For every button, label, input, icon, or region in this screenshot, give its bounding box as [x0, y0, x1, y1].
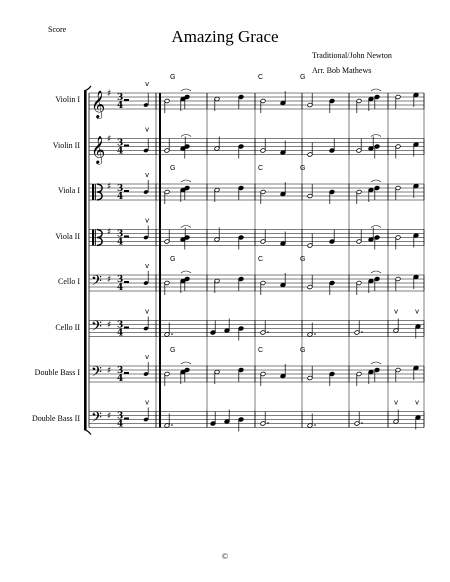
time-signature-top: 3: [117, 184, 124, 194]
sharp-icon: ♯: [107, 275, 112, 285]
sharp-icon: ♯: [107, 89, 112, 99]
instrument-label: Cello II: [55, 322, 80, 332]
time-signature-bottom: 4: [117, 419, 124, 430]
time-signature-bottom: 4: [117, 146, 124, 157]
slur: [371, 180, 381, 182]
time-signature-top: 3: [117, 93, 124, 103]
treble-clef-icon: 𝄞: [91, 90, 106, 118]
slur: [181, 226, 191, 228]
slur: [181, 271, 191, 273]
arranger-credit: Arr. Bob Mathews: [312, 66, 372, 75]
time-signature-bottom: 4: [117, 237, 124, 248]
up-bow-mark: v: [145, 171, 150, 179]
instrument-label: Viola II: [55, 231, 80, 241]
sharp-icon: ♯: [107, 227, 112, 238]
up-bow-mark: v: [145, 262, 150, 270]
time-signature-top: 3: [117, 229, 124, 240]
slur: [181, 135, 191, 137]
chord-symbol: C: [258, 165, 264, 172]
instrument-label: Violin I: [55, 95, 80, 104]
sharp-icon: ♯: [107, 182, 112, 192]
up-bow-mark: v: [145, 353, 150, 361]
chord-symbol: G: [170, 74, 176, 81]
slur: [181, 180, 191, 182]
system-bracket: [84, 430, 91, 435]
chord-symbol: G: [300, 256, 306, 263]
half-rest-icon: [124, 145, 129, 147]
slur: [181, 89, 191, 91]
bass-clef-icon: 𝄢: [91, 364, 102, 384]
chord-symbol: G: [170, 347, 176, 354]
chord-symbol: G: [170, 165, 176, 172]
note-dot: [171, 424, 173, 426]
up-bow-mark: v: [394, 307, 399, 316]
bass-clef-icon: 𝄢: [91, 409, 102, 430]
chord-symbol: C: [258, 256, 264, 263]
half-rest-icon: [124, 236, 129, 238]
instrument-label: Double Bass II: [32, 413, 80, 423]
half-rest-icon: [124, 327, 129, 329]
sharp-icon: ♯: [107, 366, 112, 376]
treble-clef-icon: 𝄞: [91, 135, 106, 164]
half-rest-icon: [124, 372, 129, 374]
half-rest-icon: [124, 190, 129, 192]
up-bow-mark: v: [145, 398, 150, 407]
alto-clef-icon: [95, 230, 96, 246]
time-signature-top: 3: [117, 411, 124, 422]
instrument-label: Cello I: [58, 277, 80, 286]
slur: [371, 271, 381, 273]
system-bracket: [84, 91, 87, 430]
note-dot: [314, 333, 316, 335]
up-bow-mark: v: [145, 307, 150, 316]
sharp-icon: ♯: [107, 320, 112, 331]
chord-symbol: G: [300, 165, 306, 172]
slur: [371, 226, 381, 228]
half-rest-icon: [124, 418, 129, 420]
half-rest-icon: [124, 99, 129, 101]
sharp-icon: ♯: [107, 134, 112, 145]
time-signature-top: 3: [117, 138, 124, 149]
slur: [181, 362, 191, 364]
up-bow-mark: v: [145, 125, 150, 134]
instrument-label: Double Bass I: [34, 368, 80, 377]
alto-clef-icon: [95, 184, 96, 200]
up-bow-mark: v: [394, 398, 399, 407]
up-bow-mark: v: [145, 80, 150, 88]
half-rest-icon: [124, 281, 129, 283]
note-dot: [267, 422, 269, 424]
instrument-label: Violin II: [52, 140, 80, 150]
system-bracket: [84, 86, 91, 91]
chord-symbol: G: [300, 347, 306, 354]
note-dot: [314, 424, 316, 426]
slur: [371, 89, 381, 91]
time-signature-bottom: 4: [117, 374, 124, 384]
alto-clef-icon: [92, 230, 94, 246]
instrument-label: Viola I: [58, 186, 80, 195]
score-label: Score: [48, 25, 67, 34]
time-signature-bottom: 4: [117, 328, 124, 339]
bass-clef-icon: 𝄢: [91, 318, 102, 339]
time-signature-top: 3: [117, 366, 124, 376]
alto-clef-icon: [92, 184, 94, 200]
note-dot: [361, 331, 363, 333]
bass-clef-icon: 𝄢: [91, 273, 102, 293]
slur: [371, 362, 381, 364]
up-bow-mark: v: [145, 216, 150, 225]
chord-symbol: C: [258, 347, 264, 354]
chord-symbol: G: [170, 256, 176, 263]
chord-symbol: C: [258, 74, 264, 81]
sharp-icon: ♯: [107, 411, 112, 422]
note-dot: [361, 422, 363, 424]
copyright-symbol: ©: [221, 552, 229, 561]
time-signature-bottom: 4: [117, 192, 124, 202]
time-signature-bottom: 4: [117, 283, 124, 293]
slur: [371, 135, 381, 137]
chord-symbol: G: [300, 74, 306, 81]
up-bow-mark: v: [415, 398, 420, 407]
time-signature-bottom: 4: [117, 101, 124, 111]
up-bow-mark: v: [415, 307, 420, 316]
time-signature-top: 3: [117, 275, 124, 285]
note-dot: [267, 331, 269, 333]
page-title: Amazing Grace: [171, 27, 279, 46]
composer-credit: Traditional/John Newton: [312, 51, 392, 60]
time-signature-top: 3: [117, 320, 124, 331]
note-dot: [171, 333, 173, 335]
